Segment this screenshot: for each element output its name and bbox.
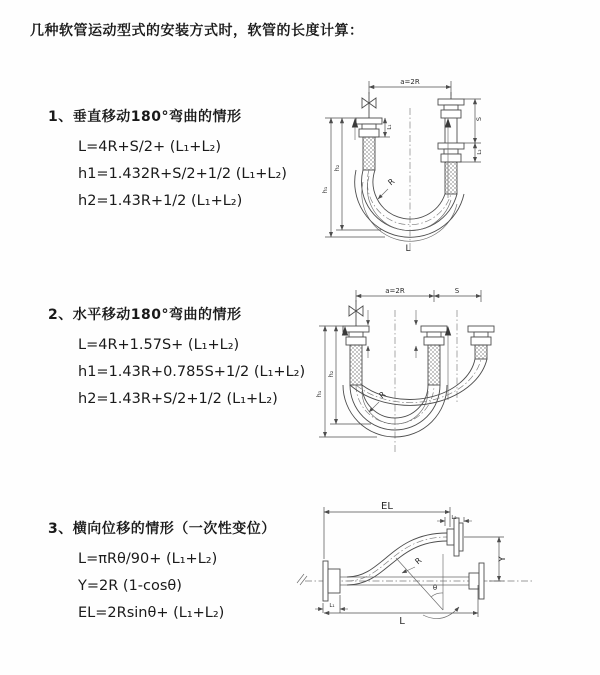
dimension-a2r — [356, 287, 481, 302]
dim-label-l1: L₁ — [387, 124, 393, 130]
section-vertical-180 — [48, 106, 287, 215]
radius-callout — [402, 556, 424, 573]
formula-length: L=πRθ/90+ (L₁+L₂) — [78, 551, 218, 567]
hose-u-bend-shifted — [350, 359, 487, 405]
dim-label-h2: h₂ — [327, 370, 335, 378]
dimension-a2r — [369, 78, 451, 96]
displaced-flange — [447, 518, 463, 556]
dimension-s — [434, 287, 481, 296]
left-pipe-flange — [356, 118, 382, 170]
diagram-horizontal-180-bend — [311, 282, 591, 472]
section-3-heading: 3、横向位移的情形（一次性变位） — [48, 521, 276, 537]
formula-h1: h1=1.432R+S/2+1/2 (L₁+L₂) — [78, 166, 287, 182]
movement-arrow-up — [445, 118, 451, 128]
formula-length: L=4R+1.57S+ (L₁+L₂) — [78, 337, 240, 353]
length-label: L — [405, 244, 411, 254]
angle-construction — [396, 554, 459, 619]
middle-pipe-flange — [421, 326, 447, 385]
formula-y: Y=2R (1-cosθ) — [78, 578, 182, 594]
radius-callout — [378, 177, 397, 199]
dim-label-l2: L₂ — [477, 149, 483, 155]
valve-icon — [362, 92, 376, 118]
section-horizontal-180 — [48, 304, 305, 413]
dimension-s — [464, 99, 483, 143]
dim-label-l1: L₁ — [329, 603, 335, 609]
dim-label-a2r: a=2R — [400, 78, 420, 86]
flange-reference-arrows — [368, 310, 416, 358]
section-lateral-displacement — [48, 518, 276, 627]
dim-label-el: EL — [381, 501, 393, 512]
dim-label-h2: h₂ — [333, 164, 341, 172]
diagram-lateral-displacement — [297, 497, 597, 647]
radius-label: R — [377, 389, 388, 401]
dim-label-h1: h₁ — [321, 186, 329, 194]
centerline-break-mark — [297, 574, 307, 585]
dim-label-h1: h₁ — [315, 390, 323, 398]
dim-label-y: Y — [498, 556, 508, 562]
section-1-heading: 1、垂直移动180°弯曲的情形 — [48, 109, 242, 125]
dimension-el — [324, 501, 450, 559]
valve-icon — [349, 300, 363, 326]
formula-el: EL=2Rsinθ+ (L₁+L₂) — [78, 605, 225, 621]
dim-label-l2: L₂ — [451, 515, 457, 521]
diagram-vertical-180-bend — [311, 72, 591, 262]
formula-h1: h1=1.43R+0.785S+1/2 (L₁+L₂) — [78, 364, 306, 380]
radius-label: R — [413, 555, 424, 567]
formula-h2: h2=1.43R+1/2 (L₁+L₂) — [78, 193, 243, 209]
formula-h2: h2=1.43R+S/2+1/2 (L₁+L₂) — [78, 391, 278, 407]
right-pipe-flange — [438, 92, 464, 194]
radius-label: R — [386, 176, 397, 188]
dim-label-l: L — [399, 616, 405, 627]
page-title: 几种软管运动型式的安装方式时，软管的长度计算： — [30, 23, 364, 39]
formula-length: L=4R+S/2+ (L₁+L₂) — [78, 139, 221, 155]
dim-label-s: S — [454, 287, 460, 295]
section-2-heading: 2、水平移动180°弯曲的情形 — [48, 307, 242, 323]
dim-label-s: S — [475, 116, 483, 122]
left-flange — [323, 561, 340, 601]
dim-label-a2r: a=2R — [385, 287, 405, 295]
angle-label: θ — [432, 584, 438, 592]
dimension-l1 — [315, 595, 348, 613]
right-pipe-flange — [468, 326, 494, 359]
dimension-l — [324, 585, 478, 627]
